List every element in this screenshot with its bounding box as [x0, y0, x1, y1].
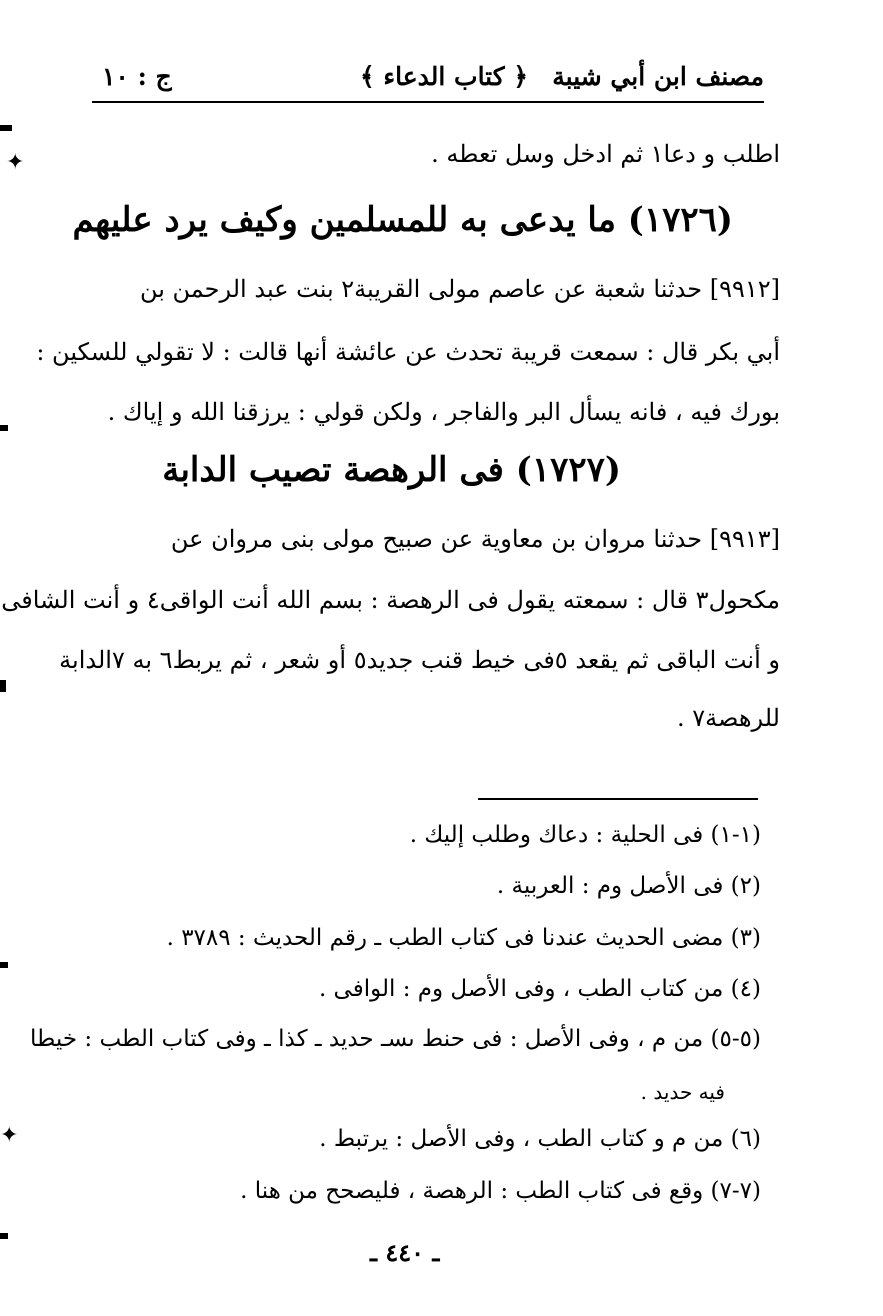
footnote-2: (٢) فى الأصل وم : العربية . [496, 873, 761, 899]
section-title-1726: (١٧٢٦) ما يدعى به للمسلمين وكيف يرد عليهم [72, 200, 733, 240]
page-number: ـ ٤٤٠ ـ [370, 1238, 440, 1267]
hadith-9913-line-2: مكحول٣ قال : سمعته يقول فى الرهصة : بسم الله أنت الواقى٤ و أنت الشافى [1, 586, 780, 614]
hadith-9913-line-1: [٩٩١٣] حدثنا مروان بن معاوية عن صبيح مولى بنى مروان عن [170, 525, 780, 553]
footnote-5-continuation: فيه حديد . [640, 1080, 725, 1104]
scan-edge-mark [0, 425, 8, 431]
hadith-9912-line-1: [٩٩١٢] حدثنا شعبة عن عاصم مولى القريبة٢ بنت عبد الرحمن بن [139, 275, 780, 303]
header-rule [92, 101, 764, 103]
book-title: مصنف ابن أبي شيبة [552, 62, 764, 91]
chapter-title: ﴿ كتاب الدعاء ﴾ [360, 62, 528, 91]
footnote-rule [478, 798, 758, 800]
hadith-9913-line-4: للرهصة٧ . [677, 704, 780, 732]
volume-number: ج : ١٠ [102, 62, 172, 91]
hadith-9912-line-2: أبي بكر قال : سمعت قريبة تحدث عن عائشة أنها قالت : لا تقولي للسكين : [36, 338, 780, 366]
running-header [92, 58, 764, 98]
scan-edge-mark [0, 125, 12, 131]
footnote-7: (٧-٧) وقع فى كتاب الطب : الرهصة ، فليصحح من هنا . [240, 1178, 761, 1204]
footnote-3: (٣) مضى الحديث عندنا فى كتاب الطب ـ رقم الحديث : ٣٧٨٩ . [166, 925, 761, 951]
footnote-1: (١-١) فى الحلية : دعاك وطلب إليك . [409, 822, 761, 848]
footnote-5: (٥-٥) من م ، وفى الأصل : فى حنط ىسـ حديد ـ كذا ـ وفى كتاب الطب : خيطا [30, 1026, 761, 1052]
continuation-line: اطلب و دعا١ ثم ادخل وسل تعطه . [431, 140, 780, 168]
scan-edge-star-icon: ✦ [6, 150, 25, 175]
scan-edge-mark [0, 1233, 8, 1239]
footnote-6: (٦) من م و كتاب الطب ، وفى الأصل : يرتبط . [319, 1126, 761, 1152]
scan-edge-star-icon: ✦ [0, 1123, 19, 1148]
footnote-4: (٤) من كتاب الطب ، وفى الأصل وم : الوافى . [318, 976, 761, 1002]
scan-edge-mark [0, 962, 8, 968]
scan-edge-mark [0, 680, 6, 692]
hadith-9912-line-3: بورك فيه ، فانه يسأل البر والفاجر ، ولكن قولي : يرزقنا الله و إياك . [107, 398, 780, 426]
hadith-9913-line-3: و أنت الباقى ثم يقعد ٥فى خيط قنب جديد٥ أو شعر ، ثم يربط٦ به ٧الدابة [59, 646, 780, 674]
section-title-1727: (١٧٢٧) فى الرهصة تصيب الدابة [162, 450, 621, 490]
